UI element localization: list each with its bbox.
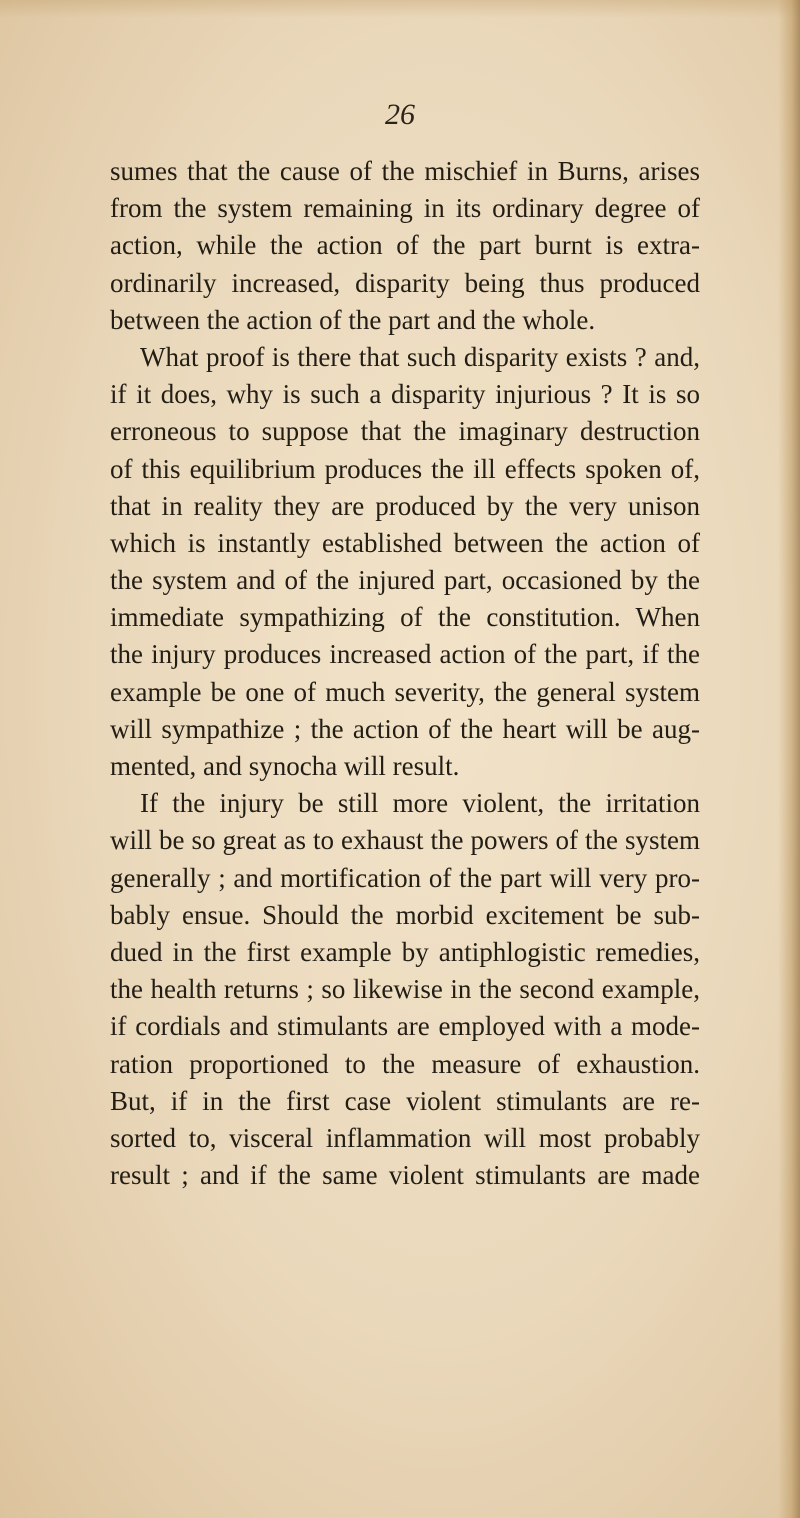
text-line: sorted to, visceral inflammation will most probably <box>110 1122 700 1153</box>
text-line: will be so great as to exhaust the powers of the system <box>110 825 700 856</box>
page-top-shadow <box>0 0 800 18</box>
text-line: What proof is there that such disparity exists ? and, <box>140 341 700 372</box>
text-line: between the action of the part and the whole. <box>110 304 596 335</box>
text-line: the system and of the injured part, occasioned by the <box>110 565 700 596</box>
text-line: bably ensue. Should the morbid excitement be sub- <box>110 899 700 930</box>
text-line: If the injury be still more violent, the irritation <box>140 788 700 819</box>
text-line: But, if in the first case violent stimulants are re- <box>110 1085 700 1116</box>
text-line: if cordials and stimulants are employed with a mode- <box>110 1011 700 1042</box>
body-text <box>110 153 700 1194</box>
text-line: of this equilibrium produces the ill effects spoken of, <box>110 453 700 484</box>
text-line: ration proportioned to the measure of exhaustion. <box>110 1048 700 1079</box>
text-line: that in reality they are produced by the very unison <box>110 490 700 521</box>
text-line: erroneous to suppose that the imaginary destruction <box>110 416 700 447</box>
text-line: action, while the action of the part burnt is extra- <box>110 230 700 261</box>
text-line: if it does, why is such a disparity injurious ? It is so <box>110 379 700 410</box>
page-number: 26 <box>385 98 415 131</box>
text-line: will sympathize ; the action of the heart will be aug- <box>110 713 700 744</box>
text-line: sumes that the cause of the mischief in Burns, arises <box>110 156 700 186</box>
text-line: mented, and synocha will result. <box>110 751 460 781</box>
text-line: dued in the first example by antiphlogistic remedies, <box>110 936 700 967</box>
text-line: generally ; and mortification of the part will very pro- <box>110 862 700 893</box>
page-right-edge <box>778 0 800 1518</box>
text-line: ordinarily increased, disparity being thus produced <box>110 267 700 298</box>
text-line: which is instantly established between the action of <box>110 527 700 558</box>
text-line: example be one of much severity, the general system <box>110 676 700 707</box>
text-line: the health returns ; so likewise in the second example, <box>110 974 700 1005</box>
text-line: from the system remaining in its ordinary degree of <box>110 193 700 224</box>
text-line: result ; and if the same violent stimulants are made <box>110 1160 700 1191</box>
text-line: immediate sympathizing of the constitution. When <box>110 602 700 633</box>
text-line: the injury produces increased action of the part, if the <box>110 639 700 670</box>
